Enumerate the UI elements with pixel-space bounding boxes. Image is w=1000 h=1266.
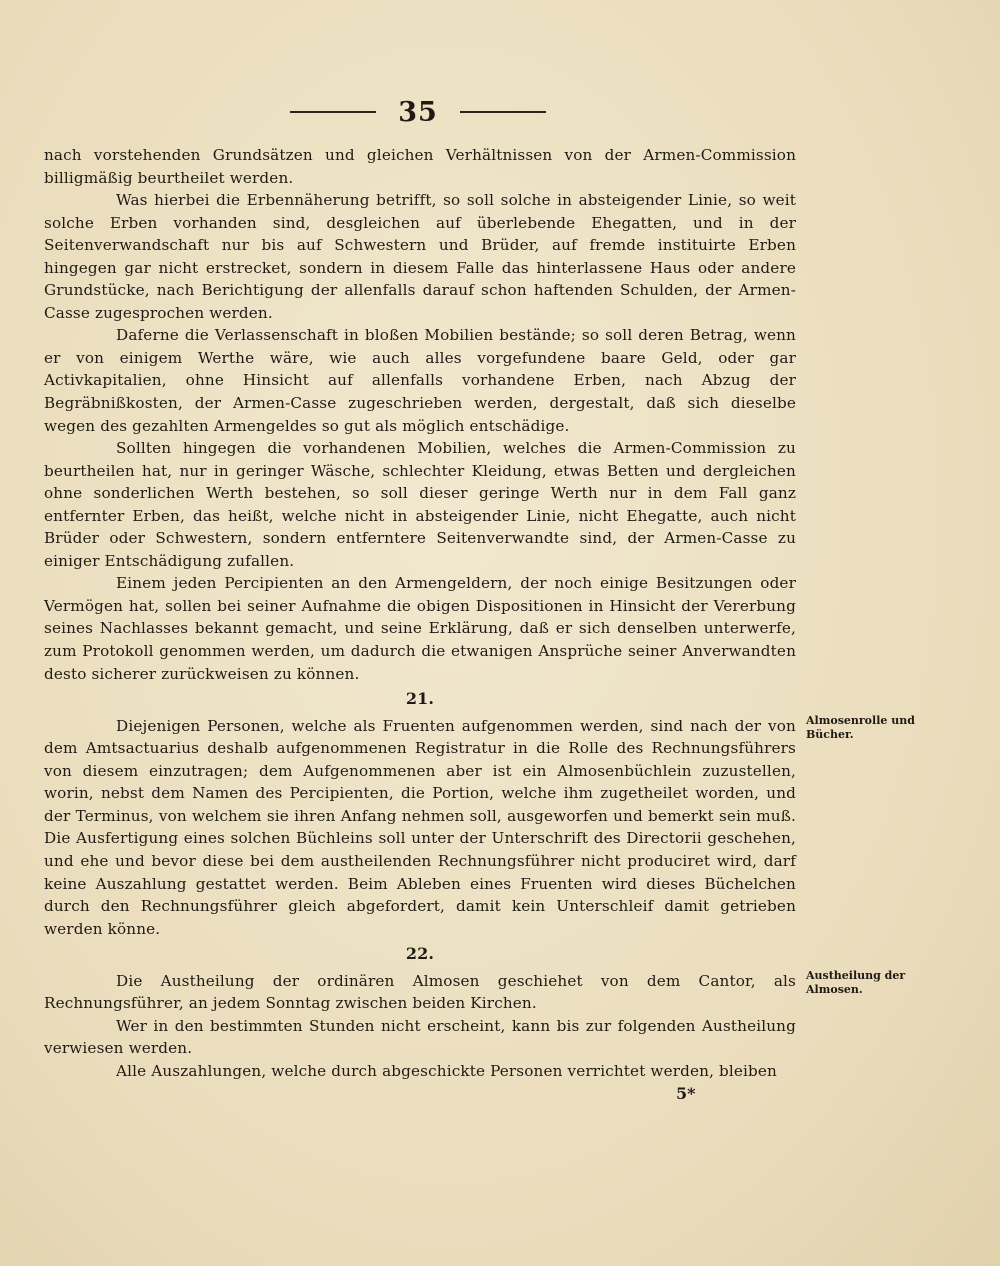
paragraph: Die Austheilung der ordinären Almosen geschiehet von dem Cantor, als Rechnungsführer, an jedem Sonntag zwischen beiden Kirchen. xyxy=(44,971,796,1013)
paragraph: Diejenigen Personen, welche als Fruenten aufgenommen werden, sind nach der von dem Amtsactuarius deshalb aufgenommenen Registratur in die Rolle des Rechnungsführers von diesem einzutragen; dem Aufgenommenen aber ist ein Almosenbüchlein zuzustellen, worin, nebst dem Namen des Percipienten, die Portion, welche ihm zugetheilet worden, und der Terminus, von welchem sie ihren Anfang nehmen soll, ausgeworfen und bemerkt sein muß. Die Ausfertigung eines solchen Büchleins soll unter der Unterschrift des Directorii geschehen, und ehe und bevor diese bei dem austheilenden Rechnungsführer nicht produciret wird, darf keine Auszahlung gestattet werden. Beim Ableben eines Fruenten wird dieses Büchelchen durch den Rechnungsführer gleich abgefordert, damit kein Unterschleif damit getrieben werden könne. xyxy=(44,716,796,938)
signature-mark: 5* xyxy=(676,1084,696,1103)
paragraph: Wer in den bestimmten Stunden nicht erscheint, kann bis zur folgenden Austheilung verwiesen werden. xyxy=(44,1016,796,1058)
paragraph: nach vorstehenden Grundsätzen und gleichen Verhältnissen von der Armen-Commission billigmäßig beurtheilet werden. xyxy=(44,146,796,187)
header-rule-left xyxy=(290,111,376,113)
page-number: 35 xyxy=(398,96,438,128)
paragraph: Was hierbei die Erbennäherung betrifft, so soll solche in absteigender Linie, so weit solche Erben vorhanden sind, desgleichen auf überlebende Ehegatten, und in der Seitenverwandschaft nur bis auf Schwestern und Brüder, auf fremde instituirte Erben hingegen gar nicht erstrecket, sondern in diesem Falle das hinterlassene Haus oder andere Grundstücke, nach Berichtigung der allenfalls darauf schon haftenden Schulden, der Armen-Casse zugesprochen werden. xyxy=(44,191,796,322)
paragraph: Sollten hingegen die vorhandenen Mobilien, welches die Armen-Commission zu beurtheilen hat, nur in geringer Wäsche, schlechter Kleidung, etwas Betten und dergleichen ohne sonderlichen Werth bestehen, so soll dieser geringe Werth nur in dem Fall ganz entfernter Erben, das heißt, welche nicht in absteigender Linie, nicht Ehegatte, auch nicht Brüder oder Schwestern, sondern entferntere Seitenverwandte sind, der Armen-Casse zu einiger Entschädigung zufallen. xyxy=(44,439,796,570)
body-text xyxy=(44,144,796,1082)
paragraph: Einem jeden Percipienten an den Armengeldern, der noch einige Besitzungen oder Vermögen hat, sollen bei seiner Aufnahme die obigen Dispositionen in Hinsicht der Vererbung seines Nachlasses bekannt gemacht, und seine Erklärung, daß er sich denselben unterwerfe, zum Protokoll genommen werden, um dadurch die etwanigen Ansprüche seiner Anverwandten desto sicherer zurückweisen zu können. xyxy=(44,574,796,683)
page-header xyxy=(290,90,546,134)
section-number-22: 22. xyxy=(405,944,435,964)
paragraph: Daferne die Verlassenschaft in bloßen Mobilien bestände; so soll deren Betrag, wenn er von einigem Werthe wäre, wie auch alles vorgefundene baare Geld, oder gar Activkapitalien, ohne Hinsicht auf allenfalls vorhandene Erben, nach Abzug der Begräbnißkosten, der Armen-Casse zugeschrieben werden, dergestalt, daß sich dieselbe wegen des gezahlten Armengeldes so gut als möglich entschädige. xyxy=(44,326,796,435)
header-rule-right xyxy=(460,111,546,113)
margin-note-21: Almosenrolle und Bücher. xyxy=(806,714,915,741)
section-number-21: 21. xyxy=(405,689,435,709)
paragraph: Alle Auszahlungen, welche durch abgeschickte Personen verrichtet werden, bleiben xyxy=(116,1061,777,1080)
margin-note-22: Austheilung der Almosen. xyxy=(806,969,906,996)
